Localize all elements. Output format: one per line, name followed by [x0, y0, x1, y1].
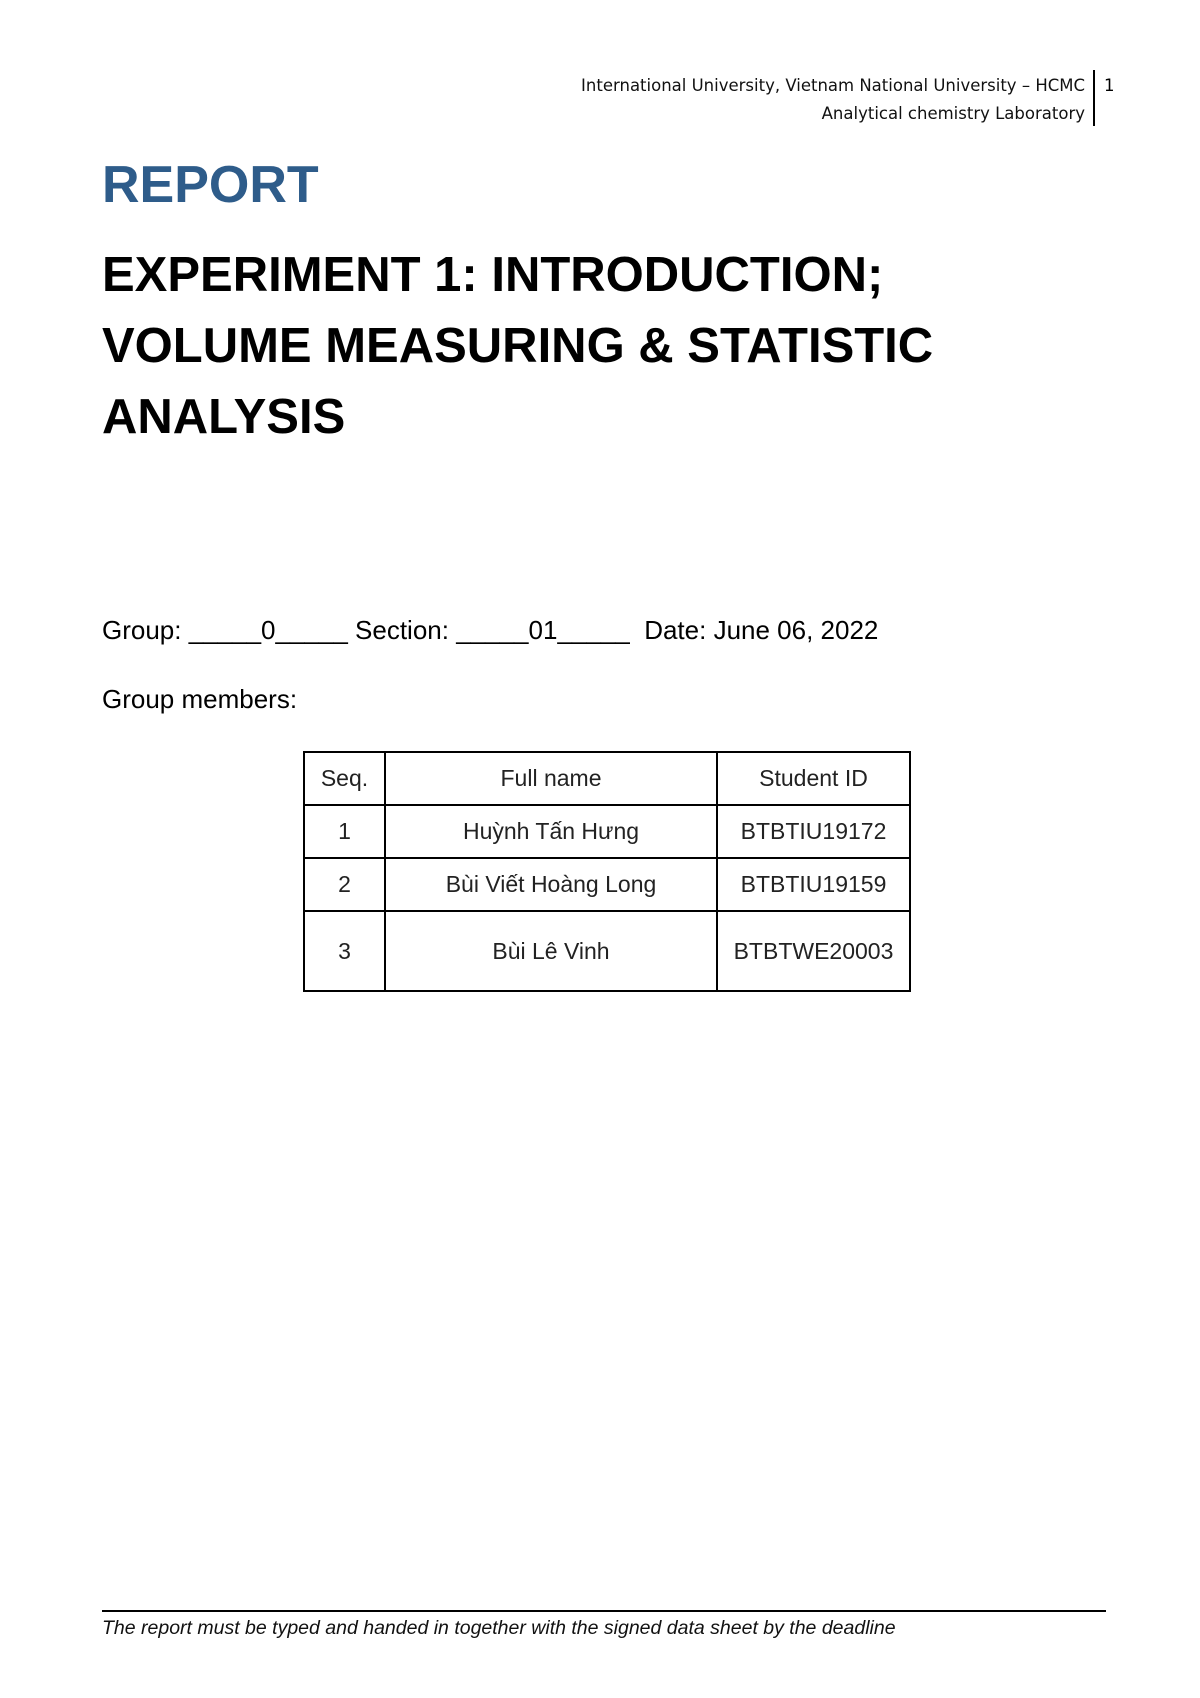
members-label: Group members:	[102, 684, 298, 714]
cell-student-id: BTBTWE20003	[717, 911, 910, 991]
cell-name: Bùi Viết Hoàng Long	[385, 858, 717, 911]
section-label: Section:	[355, 615, 449, 645]
cell-name: Huỳnh Tấn Hưng	[385, 805, 717, 858]
section-value: 01	[528, 615, 558, 645]
header-full-name: Full name	[385, 752, 717, 805]
header-university: International University, Vietnam National University – HCMC	[581, 76, 1085, 95]
cell-student-id: BTBTIU19172	[717, 805, 910, 858]
members-table	[303, 751, 911, 992]
info-line: Group: _____0_____ Section: _____01_____ Date: June 06, 2022	[102, 615, 879, 645]
report-title: REPORT	[102, 156, 319, 214]
experiment-title: EXPERIMENT 1: INTRODUCTION; VOLUME MEASURING & STATISTIC ANALYSIS	[102, 248, 934, 444]
header-student-id: Student ID	[717, 752, 910, 805]
cell-student-id: BTBTIU19159	[717, 858, 910, 911]
group-label: Group:	[102, 615, 182, 645]
cell-seq: 3	[304, 911, 385, 991]
page-header	[0, 72, 1085, 128]
page-number: 1	[1104, 76, 1115, 95]
table-row	[304, 858, 910, 911]
cell-name: Bùi Lê Vinh	[385, 911, 717, 991]
table-row	[304, 805, 910, 858]
header-divider	[1093, 70, 1095, 126]
footer-note: The report must be typed and handed in together with the signed data sheet by the deadline	[102, 1617, 896, 1639]
group-value: 0	[261, 615, 276, 645]
header-seq: Seq.	[304, 752, 385, 805]
cell-seq: 2	[304, 858, 385, 911]
date-label: Date:	[644, 615, 707, 645]
table-header-row	[304, 752, 910, 805]
table-row	[304, 911, 910, 991]
header-lab: Analytical chemistry Laboratory	[821, 104, 1085, 123]
date-value: June 06, 2022	[713, 615, 879, 645]
cell-seq: 1	[304, 805, 385, 858]
footer-divider	[102, 1610, 1106, 1612]
